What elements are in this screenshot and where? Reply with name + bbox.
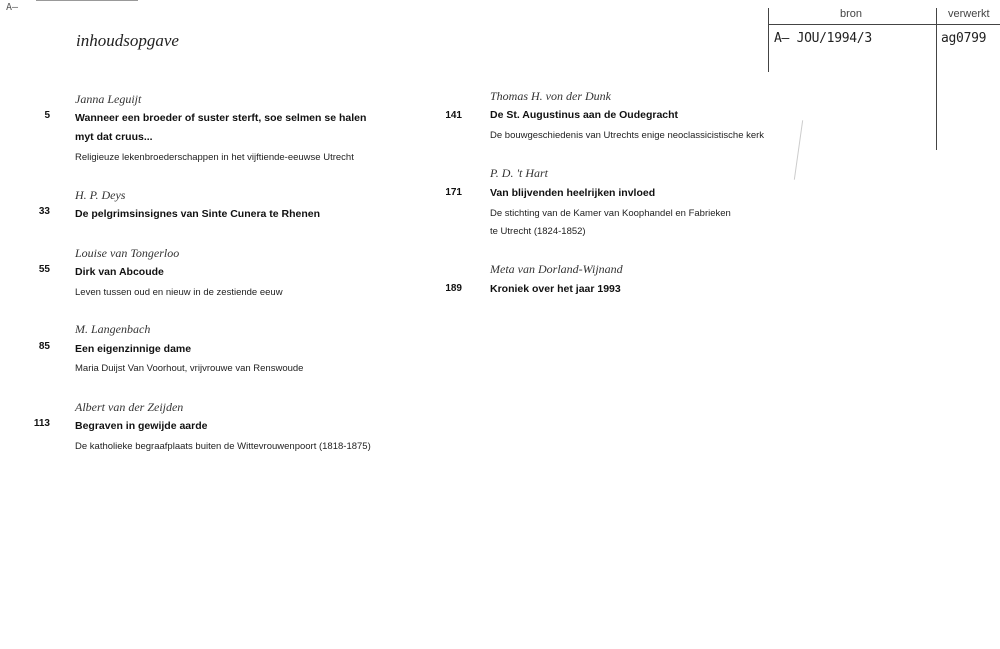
entry-author: Louise van Tongerloo xyxy=(75,246,180,260)
entry-subtitle: De bouwgeschiedenis van Utrechts enige neoclassicistische kerk xyxy=(490,130,765,141)
entry-author: M. Langenbach xyxy=(75,322,151,336)
entry-author: P. D. 't Hart xyxy=(490,166,549,180)
entry-title-continued: myt dat cruus... xyxy=(75,131,153,143)
stamp-verwerkt-value: ag0799 xyxy=(941,31,987,46)
entry-author: Thomas H. von der Dunk xyxy=(490,89,611,103)
scan-mark xyxy=(794,120,803,180)
entry-page-number: 5 xyxy=(44,110,50,121)
stamp-verwerkt-label: verwerkt xyxy=(948,8,990,20)
entry-subtitle: Maria Duijst Van Voorhout, vrijvrouwe van Renswoude xyxy=(75,363,304,374)
entry-title: Wanneer een broeder of suster sterft, soe selmen se halen xyxy=(75,112,367,124)
stamp-bron-value: A— JOU/1994/3 xyxy=(774,31,872,46)
entry-title: Begraven in gewijde aarde xyxy=(75,420,208,432)
page-title: inhoudsopgave xyxy=(76,31,179,50)
entry-subtitle: Religieuze lekenbroederschappen in het vijftiende-eeuwse Utrecht xyxy=(75,152,354,163)
corner-mark: A— xyxy=(6,2,19,13)
entry-page-number: 33 xyxy=(38,206,50,217)
entry-subtitle: De katholieke begraafplaats buiten de Wittevrouwenpoort (1818-1875) xyxy=(75,441,371,452)
top-rule xyxy=(36,0,138,1)
stamp-bron-label: bron xyxy=(840,8,863,20)
entry-title: Kroniek over het jaar 1993 xyxy=(490,283,621,295)
entry-title: De St. Augustinus aan de Oudegracht xyxy=(490,109,679,121)
entry-subtitle: Leven tussen oud en nieuw in de zestiende eeuw xyxy=(75,287,283,298)
entry-title: Een eigenzinnige dame xyxy=(75,343,192,355)
entry-page-number: 189 xyxy=(445,283,462,294)
entry-author: H. P. Deys xyxy=(75,188,126,202)
entry-title: De pelgrimsinsignes van Sinte Cunera te Rhenen xyxy=(75,208,321,220)
entry-subtitle: De stichting van de Kamer van Koophandel en Fabrieken xyxy=(490,208,731,219)
entry-page-number: 55 xyxy=(38,264,50,275)
entry-title: Van blijvenden heelrijken invloed xyxy=(490,187,656,199)
entry-author: Meta van Dorland-Wijnand xyxy=(490,262,623,276)
stamp-divider xyxy=(936,8,937,150)
entry-page-number: 113 xyxy=(33,418,50,429)
entry-title: Dirk van Abcoude xyxy=(75,266,164,278)
entry-subtitle-continued: te Utrecht (1824-1852) xyxy=(490,226,586,237)
entry-author: Albert van der Zeijden xyxy=(75,400,184,414)
stamp-left-border xyxy=(768,8,769,72)
entry-author: Janna Leguijt xyxy=(75,92,142,106)
stamp-header-rule xyxy=(768,24,1000,25)
entry-page-number: 85 xyxy=(38,341,50,352)
entry-page-number: 141 xyxy=(445,110,462,121)
entry-page-number: 171 xyxy=(445,187,462,198)
